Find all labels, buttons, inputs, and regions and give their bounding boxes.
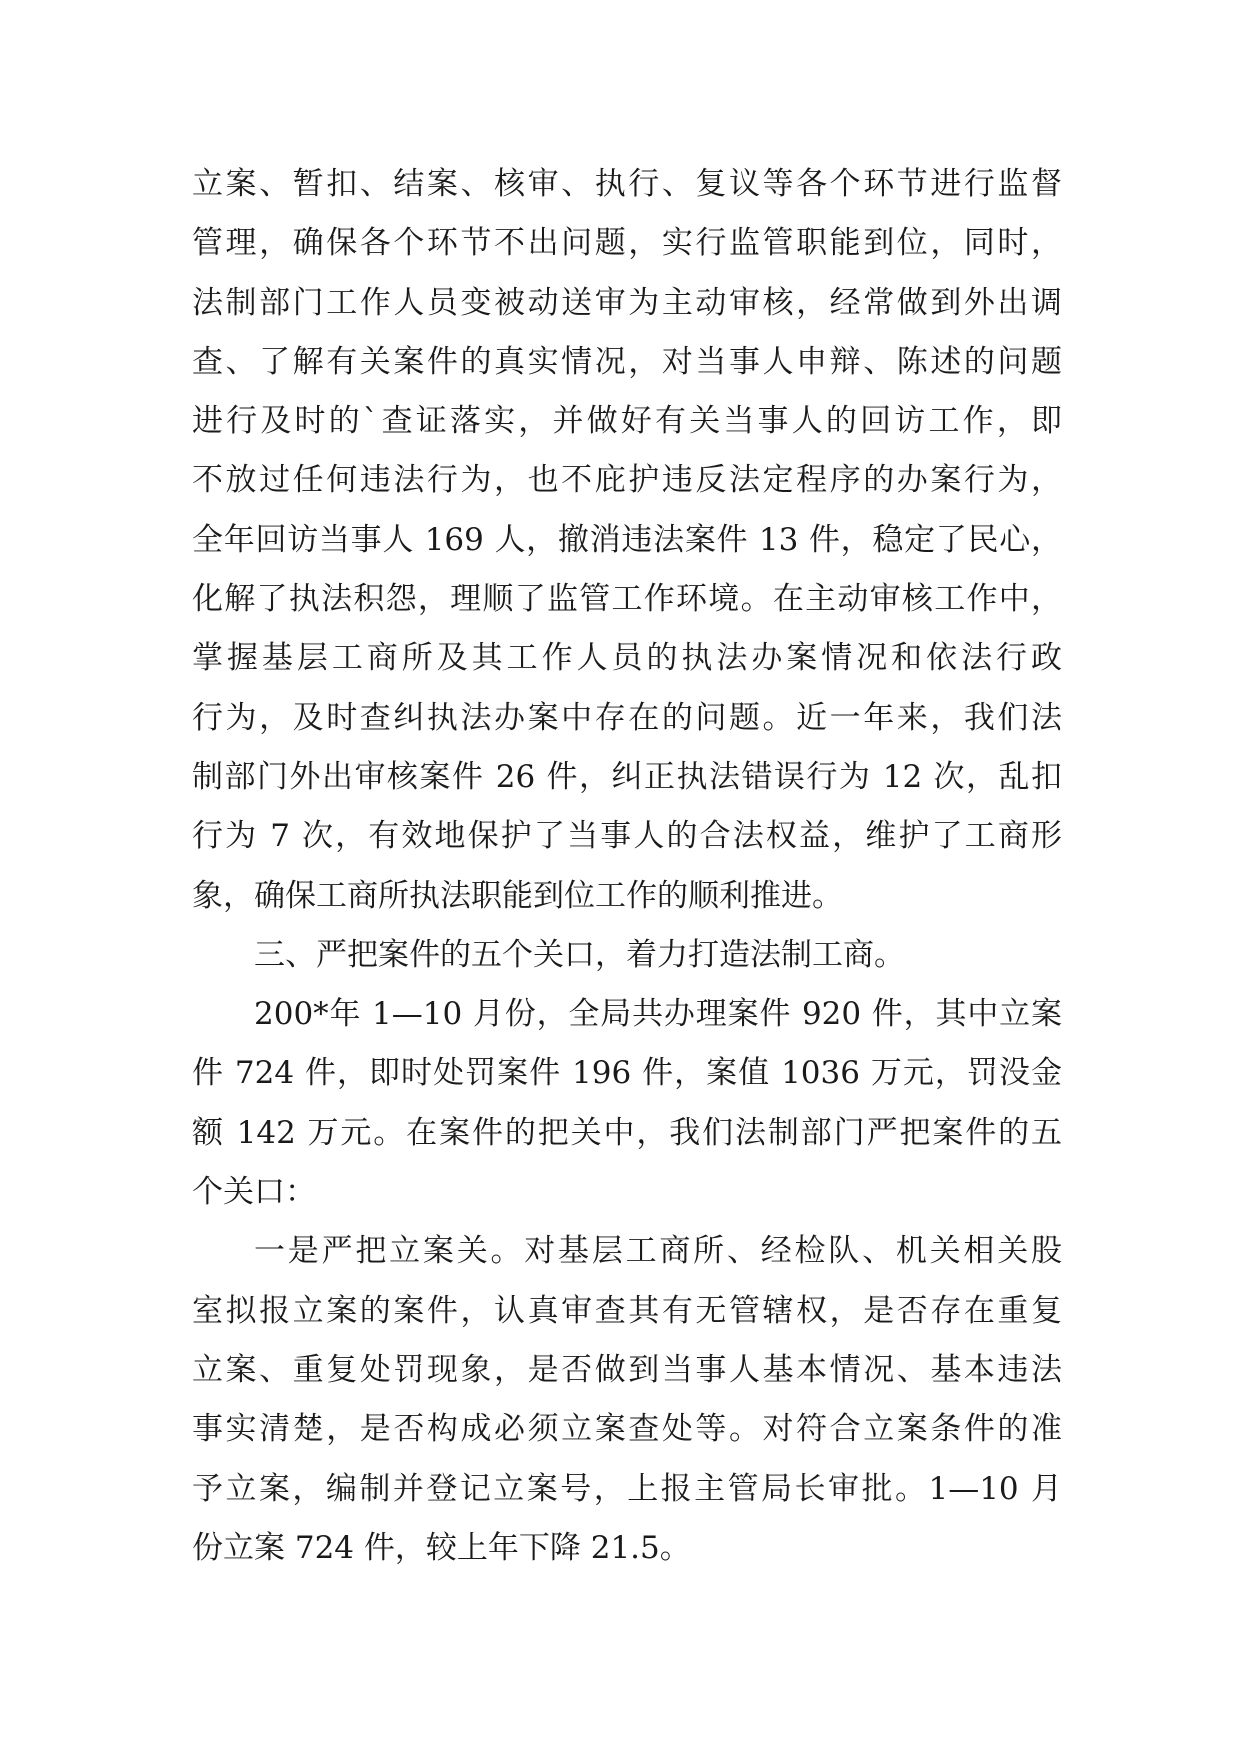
text-line: 化解了执法积怨，理顺了监管工作环境。在主动审核工作中， bbox=[192, 581, 1062, 618]
text-line: 个关口： bbox=[192, 1174, 316, 1211]
body-text bbox=[192, 155, 1062, 1578]
text-line: 掌握基层工商所及其工作人员的执法办案情况和依法行政 bbox=[192, 640, 1062, 677]
text-line: 立案、重复处罚现象，是否做到当事人基本情况、基本违法 bbox=[192, 1351, 1062, 1388]
text-line: 制部门外出审核案件 26 件，纠正执法错误行为 12 次，乱扣 bbox=[192, 758, 1062, 795]
text-line: 法制部门工作人员变被动送审为主动审核，经常做到外出调 bbox=[192, 284, 1062, 321]
text-line: 200*年 1—10 月份，全局共办理案件 920 件，其中立案 bbox=[254, 996, 1062, 1033]
text-line: 不放过任何违法行为，也不庇护违反法定程序的办案行为， bbox=[192, 462, 1062, 499]
text-line: 查、了解有关案件的真实情况，对当事人申辩、陈述的问题 bbox=[192, 343, 1062, 380]
text-line: 件 724 件，即时处罚案件 196 件，案值 1036 万元，罚没金 bbox=[192, 1055, 1062, 1092]
text-line: 管理，确保各个环节不出问题，实行监管职能到位，同时， bbox=[192, 225, 1062, 262]
text-line: 室拟报立案的案件，认真审查其有无管辖权，是否存在重复 bbox=[192, 1292, 1062, 1329]
section-heading: 三、严把案件的五个关口，着力打造法制工商。 bbox=[254, 936, 905, 973]
text-line: 行为 7 次，有效地保护了当事人的合法权益，维护了工商形 bbox=[192, 818, 1062, 855]
text-line: 全年回访当事人 169 人，撤消违法案件 13 件，稳定了民心， bbox=[192, 521, 1062, 558]
text-line: 予立案，编制并登记立案号，上报主管局长审批。1—10 月 bbox=[192, 1470, 1062, 1507]
text-line: 额 142 万元。在案件的把关中，我们法制部门严把案件的五 bbox=[192, 1114, 1062, 1151]
text-line: 事实清楚，是否构成必须立案查处等。对符合立案条件的准 bbox=[192, 1411, 1062, 1448]
text-line: 象，确保工商所执法职能到位工作的顺利推进。 bbox=[192, 877, 843, 914]
text-line: 一是严把立案关。对基层工商所、经检队、机关相关股 bbox=[254, 1233, 1062, 1270]
text-line: 进行及时的`查证落实，并做好有关当事人的回访工作，即 bbox=[192, 403, 1062, 440]
text-line: 份立案 724 件，较上年下降 21.5。 bbox=[192, 1529, 691, 1566]
text-line: 立案、暂扣、结案、核审、执行、复议等各个环节进行监督 bbox=[192, 166, 1062, 202]
text-line: 行为，及时查纠执法办案中存在的问题。近一年来，我们法 bbox=[192, 699, 1062, 736]
